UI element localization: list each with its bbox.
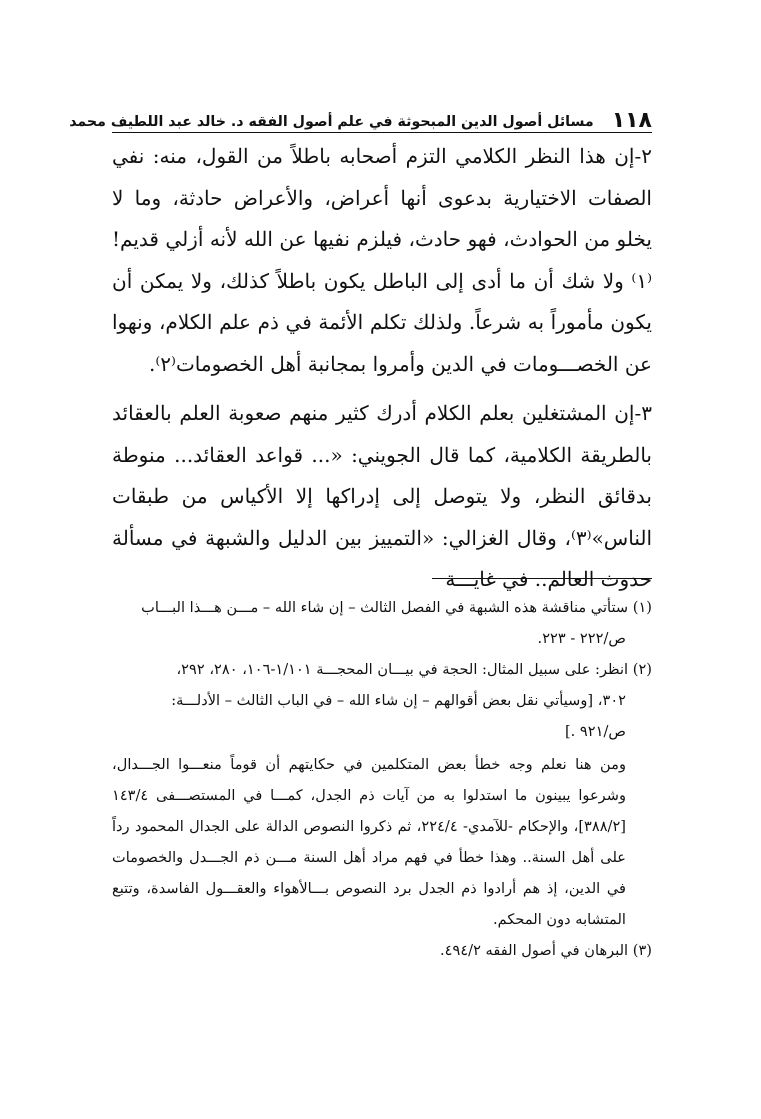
header-title: مسائل أصول الدين المبحوثة في علم أصول الفقه د. خالد عبد اللطيف محمد	[69, 114, 594, 130]
footnote-separator	[432, 578, 652, 579]
running-header	[69, 108, 652, 133]
paragraph-3-point: ٣-إن المشتغلين بعلم الكلام أدرك كثير منهم صعوبة العلم بالعقائد بالطريقة الكلامية، كما قال الجويني: «... قواعد العقائد... منوطة بدقائق النظر، ولا يتوصل إلى إدراكها إلا الأكياس من طبقات الناس»⁽٣⁾، وقال الغزالي: «التمييز بين الدليل والشبهة في مسألة حدوث العالم.. في غايـــة	[112, 401, 652, 591]
footnote-1-line-1: (١) ستأتي مناقشة هذه الشبهة في الفصل الثالث – إن شاء الله – مـــن هـــذا البـــاب	[141, 599, 652, 616]
footnotes	[112, 592, 652, 966]
footnote-1-line-2: ص/٢٢٢ - ٢٢٣.	[537, 630, 626, 647]
footnote-2-line-1: (٢) انظر: على سبيل المثال: الحجة في بيـــان المحجـــة ١/١٠١-١٠٦، ٢٨٠، ٢٩٢،	[176, 661, 652, 678]
footnote-2-commentary: ومن هنا نعلم وجه خطأ بعض المتكلمين في حكايتهم أن قوماً منعـــوا الجـــدال، وشرعوا يبينون ما استدلوا به من آيات ذم الجدل، كمـــا في المستصـــفى ١٤٣/٤ [٣٨٨/٢]، والإحكام -للآمدي- ٢٢٤/٤، ثم ذكروا النصوص الدالة على الجدال المحمود رداً على أهل السنة.. وهذا خطأ في فهم مراد أهل السنة مـــن ذم الجـــدل والخصومات في الدين، إذ هم أرادوا ذم الجدل برد النصوص بـــالأهواء والعقـــول الفاسدة، وتتبع المتشابه دون المحكم.	[112, 756, 626, 928]
paragraph-2-point: ٢-إن هذا النظر الكلامي التزم أصحابه باطلاً من القول، منه: نفي الصفات الاختيارية بدعوى أنها أعراض، والأعراض حادثة، وما لا يخلو من الحوادث، فهو حادث، فيلزم نفيها عن الله لأنه أزلي قديم!⁽١⁾ ولا شك أن ما أدى إلى الباطل يكون باطلاً كذلك، ولا يمكن أن يكون مأموراً به شرعاً. ولذلك تكلم الأئمة في ذم علم الكلام، ونهوا عن الخصـــومات في الدين وأمروا بمجانبة أهل الخصومات⁽٢⁾.	[112, 144, 652, 376]
footnote-2-line-3: ص/٩٢١ .]	[564, 723, 626, 740]
page-number: ١١٨	[611, 108, 652, 133]
footnote-2-line-2: ٣٠٢، [وسيأتي نقل بعض أقوالهم – إن شاء الله – في الباب الثالث – الأدلـــة:	[171, 692, 626, 709]
main-text	[112, 136, 652, 601]
footnote-3: (٣) البرهان في أصول الفقه ٤٩٤/٢.	[440, 942, 652, 959]
